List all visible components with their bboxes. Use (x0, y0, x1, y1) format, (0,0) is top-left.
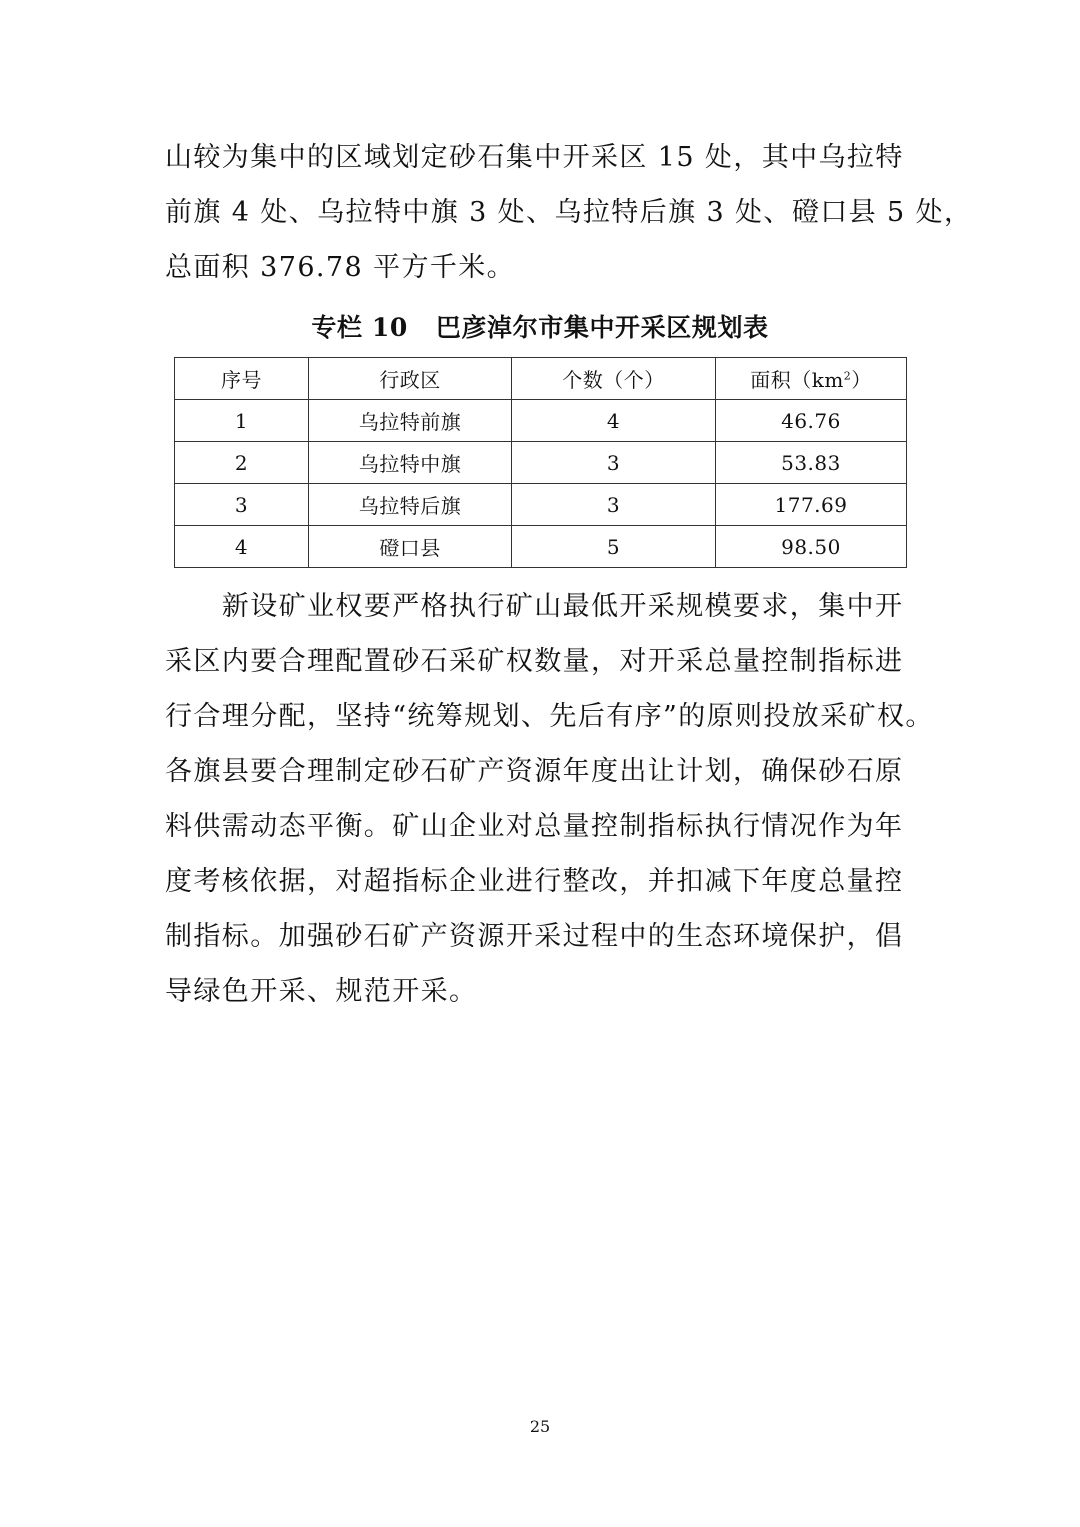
table-cell: 4 (512, 400, 716, 442)
table-cell: 46.76 (716, 400, 907, 442)
paragraph-line: 采区内要合理配置砂石采矿权数量，对开采总量控制指标进 (165, 646, 904, 677)
table-cell: 3 (512, 484, 716, 526)
table-row (175, 484, 907, 526)
paragraph-line: 料供需动态平衡。矿山企业对总量控制指标执行情况作为年 (165, 811, 904, 842)
paragraph-line: 度考核依据，对超指标企业进行整改，并扣减下年度总量控 (165, 866, 904, 897)
header-area-superscript: 2 (843, 369, 852, 383)
paragraph-bottom (165, 579, 934, 1019)
header-area-text: 面积（km (750, 368, 844, 392)
table-row (175, 526, 907, 568)
header-area-close: ） (851, 368, 872, 392)
page-number: 25 (529, 1417, 551, 1436)
table-cell: 乌拉特中旗 (309, 442, 512, 484)
table-cell: 177.69 (716, 484, 907, 526)
table-cell: 1 (175, 400, 309, 442)
table-title-text: 巴彦淖尔市集中开采区规划表 (435, 313, 769, 342)
table-cell: 4 (175, 526, 309, 568)
paragraph-line: 制指标。加强砂石矿产资源开采过程中的生态环境保护，倡 (165, 921, 904, 952)
table-cell: 53.83 (716, 442, 907, 484)
table-cell: 3 (512, 442, 716, 484)
paragraph-line: 行合理分配，坚持“统筹规划、先后有序”的原则投放采矿权。 (165, 701, 934, 732)
table-header-row (175, 358, 907, 400)
header-cell-area (716, 358, 907, 400)
header-cell-index: 序号 (175, 358, 309, 400)
table-row (175, 442, 907, 484)
paragraph-line: 前旗 4 处、乌拉特中旗 3 处、乌拉特后旗 3 处、磴口县 5 处， (165, 197, 973, 228)
table-cell: 磴口县 (309, 526, 512, 568)
paragraph-top (165, 130, 973, 295)
table-cell: 5 (512, 526, 716, 568)
planning-table (174, 357, 907, 568)
table-title (0, 308, 1080, 348)
table-cell: 3 (175, 484, 309, 526)
table-cell: 98.50 (716, 526, 907, 568)
header-cell-district: 行政区 (309, 358, 512, 400)
paragraph-line: 各旗县要合理制定砂石矿产资源年度出让计划，确保砂石原 (165, 756, 904, 787)
table-title-label: 专栏 10 (311, 313, 408, 342)
table-cell: 乌拉特前旗 (309, 400, 512, 442)
paragraph-line: 新设矿业权要严格执行矿山最低开采规模要求，集中开 (165, 591, 904, 622)
table-cell: 乌拉特后旗 (309, 484, 512, 526)
paragraph-line: 山较为集中的区域划定砂石集中开采区 15 处，其中乌拉特 (165, 142, 904, 173)
table-cell: 2 (175, 442, 309, 484)
table-row (175, 400, 907, 442)
header-cell-count: 个数（个） (512, 358, 716, 400)
paragraph-line: 导绿色开采、规范开采。 (165, 976, 478, 1007)
paragraph-line: 总面积 376.78 平方千米。 (165, 252, 516, 283)
